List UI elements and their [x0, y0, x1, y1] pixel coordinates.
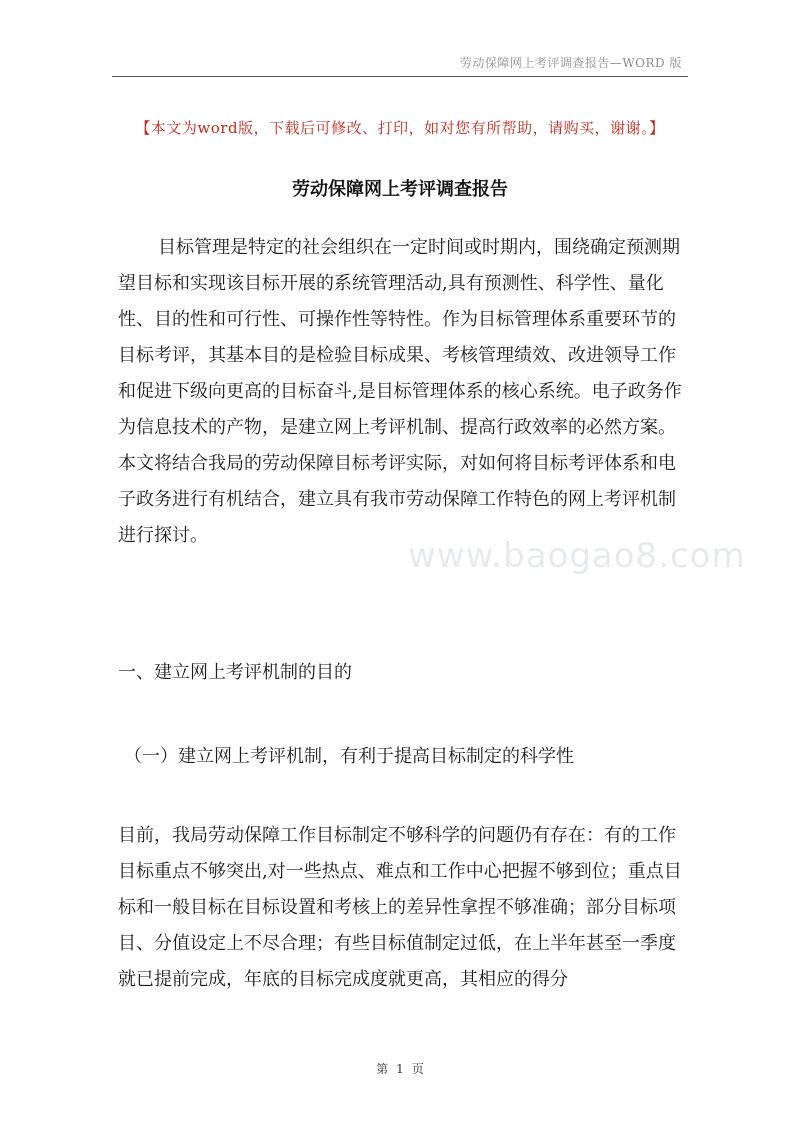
intro-paragraph: 目标管理是特定的社会组织在一定时间或时期内，围绕确定预测期望目标和实现该目标开展的系统管理活动,具有预测性、科学性、量化性、目的性和可行性、可操作性等特性。作为目标管理体系重要环节的目标考评，其基本目的是检验目标成果、考核管理绩效、改进领导工作和促进下级向更高的目标奋斗,是目标管理体系的核心系统。电子政务作为信息技术的产物，是建立网上考评机制、提高行政效率的必然方案。本文将结合我局的劳动保障目标考评实际，对如何将目标考评体系和电子政务进行有机结合，建立具有我市劳动保障工作特色的网上考评机制进行探讨。: [118, 237, 682, 546]
header-divider: [112, 76, 688, 77]
page-footer: [0, 1060, 800, 1077]
subsection-heading-1: （一）建立网上考评机制，有利于提高目标制定的科学性: [124, 746, 574, 767]
document-title: 劳动保障网上考评调查报告: [292, 179, 508, 200]
footer-suffix: 页: [411, 1062, 424, 1076]
purchase-notice: 【本文为word版，下载后可修改、打印，如对您有所帮助，请购买，谢谢。】: [135, 119, 665, 137]
section-paragraph-1: 目前，我局劳动保障工作目标制定不够科学的问题仍有存在：有的工作目标重点不够突出,对一些热点、难点和工作中心把握不够到位；重点目标和一般目标在目标设置和考核上的差异性拿捏不够准确；部分目标项目、分值设定上不尽合理；有些目标值制定过低，在上半年甚至一季度就已提前完成，年底的目标完成度就更高，其相应的得分: [118, 825, 682, 990]
footer-prefix: 第: [376, 1062, 389, 1076]
section-heading-1: 一、建立网上考评机制的目的: [118, 662, 352, 683]
watermark-text: www.baogao8.com: [408, 536, 746, 576]
running-header: 劳动保障网上考评调查报告—WORD 版: [459, 56, 682, 70]
page-number: 1: [396, 1062, 404, 1076]
